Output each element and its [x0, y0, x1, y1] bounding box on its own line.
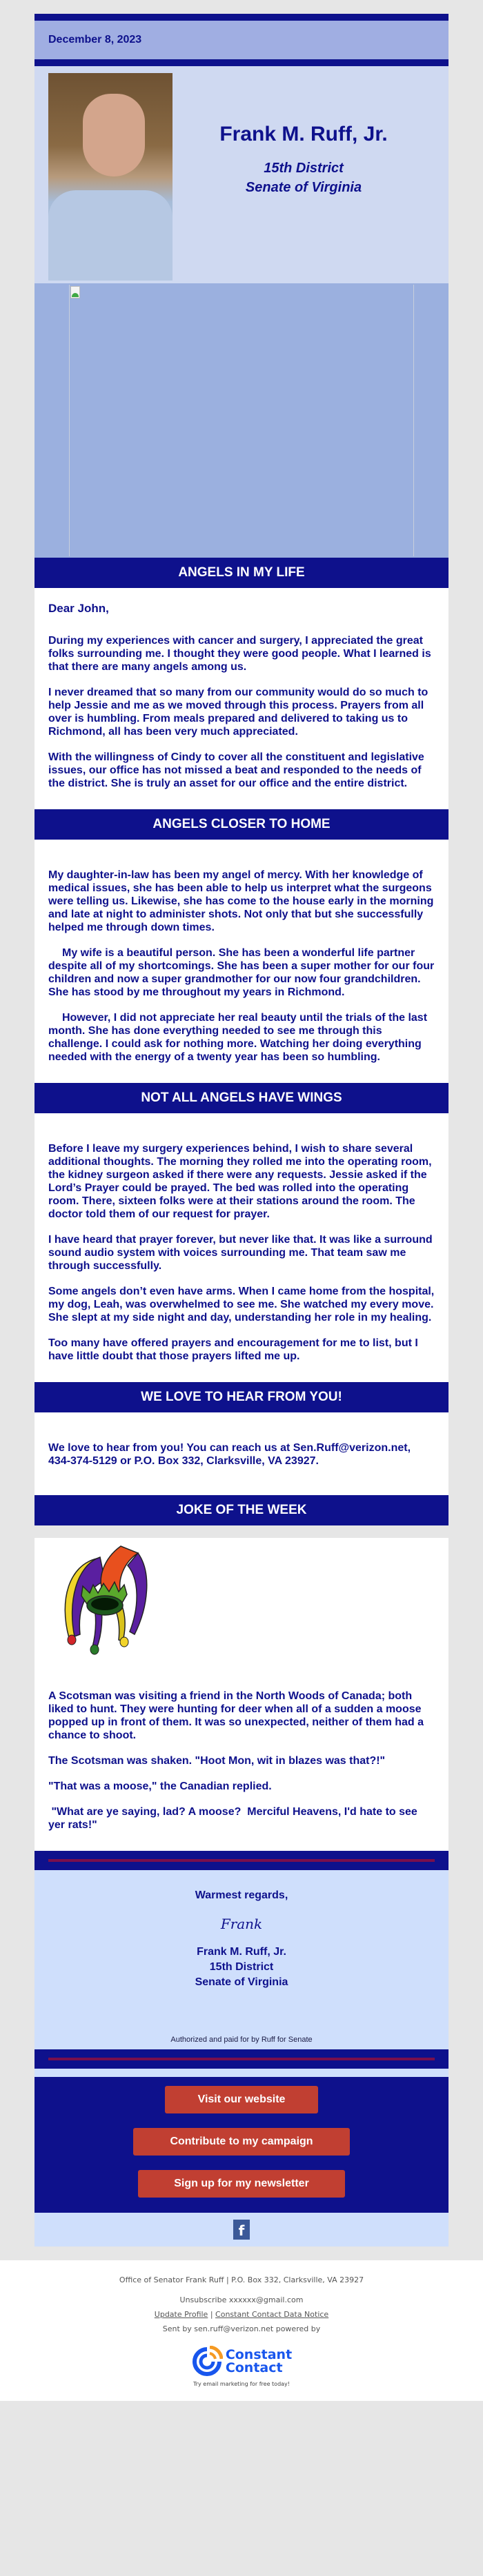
senator-name: Frank M. Ruff, Jr.: [219, 123, 388, 145]
maroon-rule: [48, 2058, 435, 2060]
update-profile-link[interactable]: Update Profile: [154, 2310, 208, 2319]
paragraph: I never dreamed that so many from our community would do so much to help Jessie and me as we moved through this process. Prayers from all over is humbling. From meals prepared and delivered to taking us to Richmond, all has been very much appreciated.: [48, 687, 428, 738]
constant-contact-logo-icon: [191, 2346, 223, 2377]
senator-photo: [48, 73, 172, 281]
photo-face: [83, 94, 145, 176]
top-rule: [34, 14, 448, 21]
script-signature: Frank: [220, 1916, 263, 1932]
data-notice-link[interactable]: Constant Contact Data Notice: [215, 2310, 329, 2319]
senate-label: Senate of Virginia: [245, 180, 362, 195]
maroon-rule: [48, 1859, 435, 1862]
newsletter-signup-button[interactable]: Sign up for my newsletter: [138, 2170, 345, 2198]
paragraph: Some angels don’t even have arms. When I came home from the hospital, my dog, Leah, was overwhelmed to see me. She watched my every move. She slept at my side night and day, understanding her role in my healing.: [48, 1286, 435, 1324]
date-band: [34, 21, 448, 59]
paragraph: Too many have offered prayers and encouragement for me to list, but I have little doubt that those prayers lifted me up.: [48, 1337, 418, 1362]
section-heading: NOT ALL ANGELS HAVE WINGS: [34, 1083, 448, 1113]
paragraph: With the willingness of Cindy to cover all the constituent and legislative issues, our office has not missed a beat and responded to the needs of the district. She is truly an asset for our office and the entire district.: [48, 751, 424, 789]
section-heading: ANGELS IN MY LIFE: [34, 558, 448, 588]
cta-buttons: [34, 2077, 448, 2213]
image-placeholder-band: [34, 283, 448, 558]
section-body: [34, 588, 448, 809]
section-heading: ANGELS CLOSER TO HOME: [34, 809, 448, 840]
constant-contact-badge[interactable]: [0, 2339, 483, 2387]
jester-hat-icon: [55, 1538, 166, 1655]
divider-band: [34, 1851, 448, 1870]
masthead: [34, 66, 448, 283]
email-footer: [0, 2260, 483, 2401]
unsubscribe-link[interactable]: Unsubscribe xxxxxx@gmail.com: [179, 2295, 304, 2304]
section-body: [34, 1113, 448, 1382]
separator: |: [210, 2310, 213, 2319]
section-heading: WE LOVE TO HEAR FROM YOU!: [34, 1382, 448, 1412]
section-body: [34, 1538, 448, 1851]
image-frame: [69, 285, 414, 556]
visit-website-button[interactable]: Visit our website: [165, 2086, 318, 2113]
closing: Warmest regards,: [195, 1889, 288, 1901]
masthead-text: [172, 73, 435, 276]
signature-district: 15th District: [209, 1961, 274, 1973]
joke-paragraph: The Scotsman was shaken. "Hoot Mon, wit in blazes was that?!": [48, 1755, 386, 1767]
signature-name: Frank M. Ruff, Jr.: [197, 1946, 286, 1958]
issue-date: December 8, 2023: [48, 34, 142, 45]
header-rule: [34, 59, 448, 66]
newsletter: [34, 14, 448, 2247]
signature-block: [34, 1870, 448, 2049]
contact-paragraph: We love to hear from you! You can reach us at Sen.Ruff@verizon.net, 434-374-5129 or P.O. Box 332, Clarksville, VA 23927.: [48, 1442, 411, 1467]
office-address: Office of Senator Frank Ruff | P.O. Box 332, Clarksville, VA 23927: [119, 2275, 364, 2284]
district-label: 15th District: [264, 161, 344, 176]
joke-paragraph: "What are ye saying, lad? A moose? Merciful Heavens, I'd hate to see yer rats!": [48, 1806, 421, 1831]
paragraph: I have heard that prayer forever, but never like that. It was like a surround sound audio system with voices surrounding me. That team saw me through successfully.: [48, 1234, 433, 1272]
photo-shirt: [48, 190, 172, 281]
signature-senate: Senate of Virginia: [195, 1976, 288, 1988]
paragraph: Before I leave my surgery experiences behind, I wish to share several additional thoughts. The morning they rolled me into the operating room, the kidney surgeon asked if there were any requests. Jessie asked if the Lord’s Prayer could be prayed. The bed was rolled into the operating room. There, sixteen folks were at their stations around the room. The doctor told them of our request for prayer.: [48, 1143, 432, 1220]
brand-line-1: Constant: [225, 2347, 293, 2362]
paragraph: During my experiences with cancer and surgery, I appreciated the great folks surrounding me. I thought they were good people. What I learned is that there are many angels among us.: [48, 635, 431, 673]
profile-links: [0, 2310, 483, 2319]
authorization-notice: Authorized and paid for by Ruff for Senate: [170, 2036, 313, 2044]
joke-paragraph: A Scotsman was visiting a friend in the North Woods of Canada; both liked to hunt. They were hunting for deer when all of a sudden a moose popped up in front of them. It was so unexpected, neither of them had a chance to shoot.: [48, 1690, 424, 1741]
brand-tagline: Try email marketing for free today!: [193, 2381, 290, 2387]
joke-paragraph: "That was a moose," the Canadian replied.: [48, 1781, 272, 1792]
broken-image-icon: [70, 286, 80, 298]
spacer: [34, 2069, 448, 2077]
divider-band: [34, 2049, 448, 2069]
contribute-button[interactable]: Contribute to my campaign: [133, 2128, 350, 2156]
paragraph: However, I did not appreciate her real beauty until the trials of the last month. She has done everything needed to see me through this challenge. I could ask for nothing more. Watching her doing everything needed with the energy of a twenty year has been so humbling.: [48, 1012, 428, 1063]
sent-by: Sent by sen.ruff@verizon.net powered by: [162, 2324, 321, 2333]
social-links: [34, 2213, 448, 2247]
paragraph: My wife is a beautiful person. She has been a wonderful life partner despite all of my shortcomings. She has been a super mother for our four children and now a super grandmother for our now four grandchildren. She has stood by me throughout my years in Richmond.: [48, 947, 435, 998]
brand-line-2: Contact: [225, 2360, 283, 2375]
facebook-icon[interactable]: f: [233, 2220, 250, 2240]
greeting: Dear John,: [48, 602, 109, 615]
section-heading: JOKE OF THE WEEK: [34, 1495, 448, 1525]
section-body: [34, 1412, 448, 1495]
paragraph: My daughter-in-law has been my angel of mercy. With her knowledge of medical issues, she has been able to help us interpret what the surgeons were telling us. Likewise, she has come to the house early in the morning and late at night to administer shots. Not only that but she successfully helped me through down times.: [48, 869, 434, 933]
section-body: [34, 840, 448, 1083]
